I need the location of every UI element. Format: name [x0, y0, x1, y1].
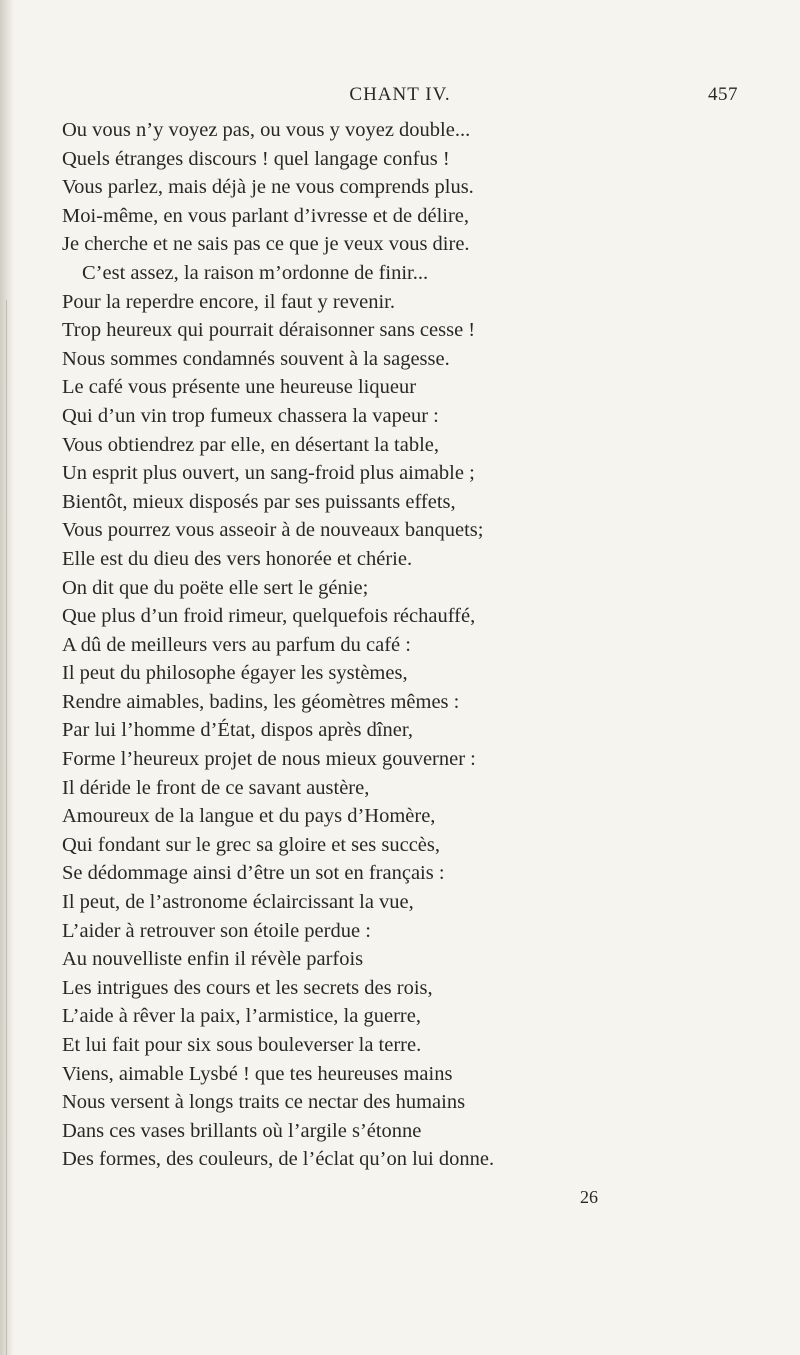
verse-line: Se dédommage ainsi d’être un sot en français :	[62, 862, 445, 885]
verse-line: Le café vous présente une heureuse liqueur	[62, 376, 417, 399]
verse-line: Un esprit plus ouvert, un sang-froid plus aimable ;	[62, 462, 475, 485]
verse-line: Bientôt, mieux disposés par ses puissants effets,	[62, 490, 456, 513]
verse-line: On dit que du poëte elle sert le génie;	[62, 576, 369, 599]
verse-line: Il peut, de l’astronome éclaircissant la vue,	[62, 891, 414, 914]
binding-shadow	[0, 0, 14, 1355]
verse-line: Par lui l’homme d’État, dispos après dîner,	[62, 719, 414, 742]
running-head	[62, 80, 738, 116]
verse-line: Nous versent à longs traits ce nectar des humains	[62, 1091, 466, 1114]
verse-block	[62, 116, 738, 1174]
verse-line: Dans ces vases brillants où l’argile s’étonne	[62, 1119, 422, 1142]
page-number: 457	[708, 84, 738, 105]
verse-line: A dû de meilleurs vers au parfum du café :	[62, 633, 411, 656]
verse-line: Quels étranges discours ! quel langage confus !	[62, 147, 450, 170]
verse-line: Viens, aimable Lysbé ! que tes heureuses mains	[62, 1062, 453, 1085]
verse-line: Moi-même, en vous parlant d’ivresse et de délire,	[62, 204, 470, 227]
verse-line: Vous pourrez vous asseoir à de nouveaux banquets;	[62, 519, 484, 542]
verse-line: Il peut du philosophe égayer les systèmes,	[62, 662, 408, 685]
verse-line: Ou vous n’y voyez pas, ou vous y voyez double...	[62, 119, 471, 141]
verse-line: Elle est du dieu des vers honorée et chérie.	[62, 547, 413, 570]
verse-line: Forme l’heureux projet de nous mieux gouverner :	[62, 748, 476, 771]
verse-line: Trop heureux qui pourrait déraisonner sans cesse !	[62, 319, 476, 342]
verse-line: Nous sommes condamnés souvent à la sagesse.	[62, 347, 450, 370]
verse-line: Il déride le front de ce savant austère,	[62, 776, 370, 799]
verse-line: Qui d’un vin trop fumeux chassera la vapeur :	[62, 404, 439, 427]
verse-line: Et lui fait pour six sous bouleverser la terre.	[62, 1034, 422, 1056]
verse-line: Amoureux de la langue et du pays d’Homère,	[62, 805, 436, 828]
verse-line: Je cherche et ne sais pas ce que je veux vous dire.	[62, 233, 470, 256]
binding-edge	[6, 300, 7, 1355]
verse-line: Vous obtiendrez par elle, en désertant la table,	[62, 433, 440, 456]
chapter-title: CHANT IV.	[349, 84, 451, 105]
book-page	[62, 80, 738, 1174]
verse-line: Au nouvelliste enfin il révèle parfois	[62, 948, 364, 971]
signature-mark: 26	[580, 1187, 598, 1207]
verse-line: Les intrigues des cours et les secrets des rois,	[62, 976, 433, 999]
verse-line: Pour la reperdre encore, il faut y revenir.	[62, 290, 395, 313]
verse-line: Que plus d’un froid rimeur, quelquefois réchauffé,	[62, 605, 476, 628]
verse-line: C’est assez, la raison m’ordonne de finir...	[82, 261, 429, 284]
verse-line: Des formes, des couleurs, de l’éclat qu’on lui donne.	[62, 1148, 495, 1171]
verse-line: Rendre aimables, badins, les géomètres mêmes :	[62, 690, 460, 713]
verse-line: L’aider à retrouver son étoile perdue :	[62, 919, 371, 942]
verse-line: Qui fondant sur le grec sa gloire et ses succès,	[62, 833, 440, 856]
verse-line: Vous parlez, mais déjà je ne vous comprends plus.	[62, 176, 474, 199]
verse-line: L’aide à rêver la paix, l’armistice, la guerre,	[62, 1005, 421, 1028]
